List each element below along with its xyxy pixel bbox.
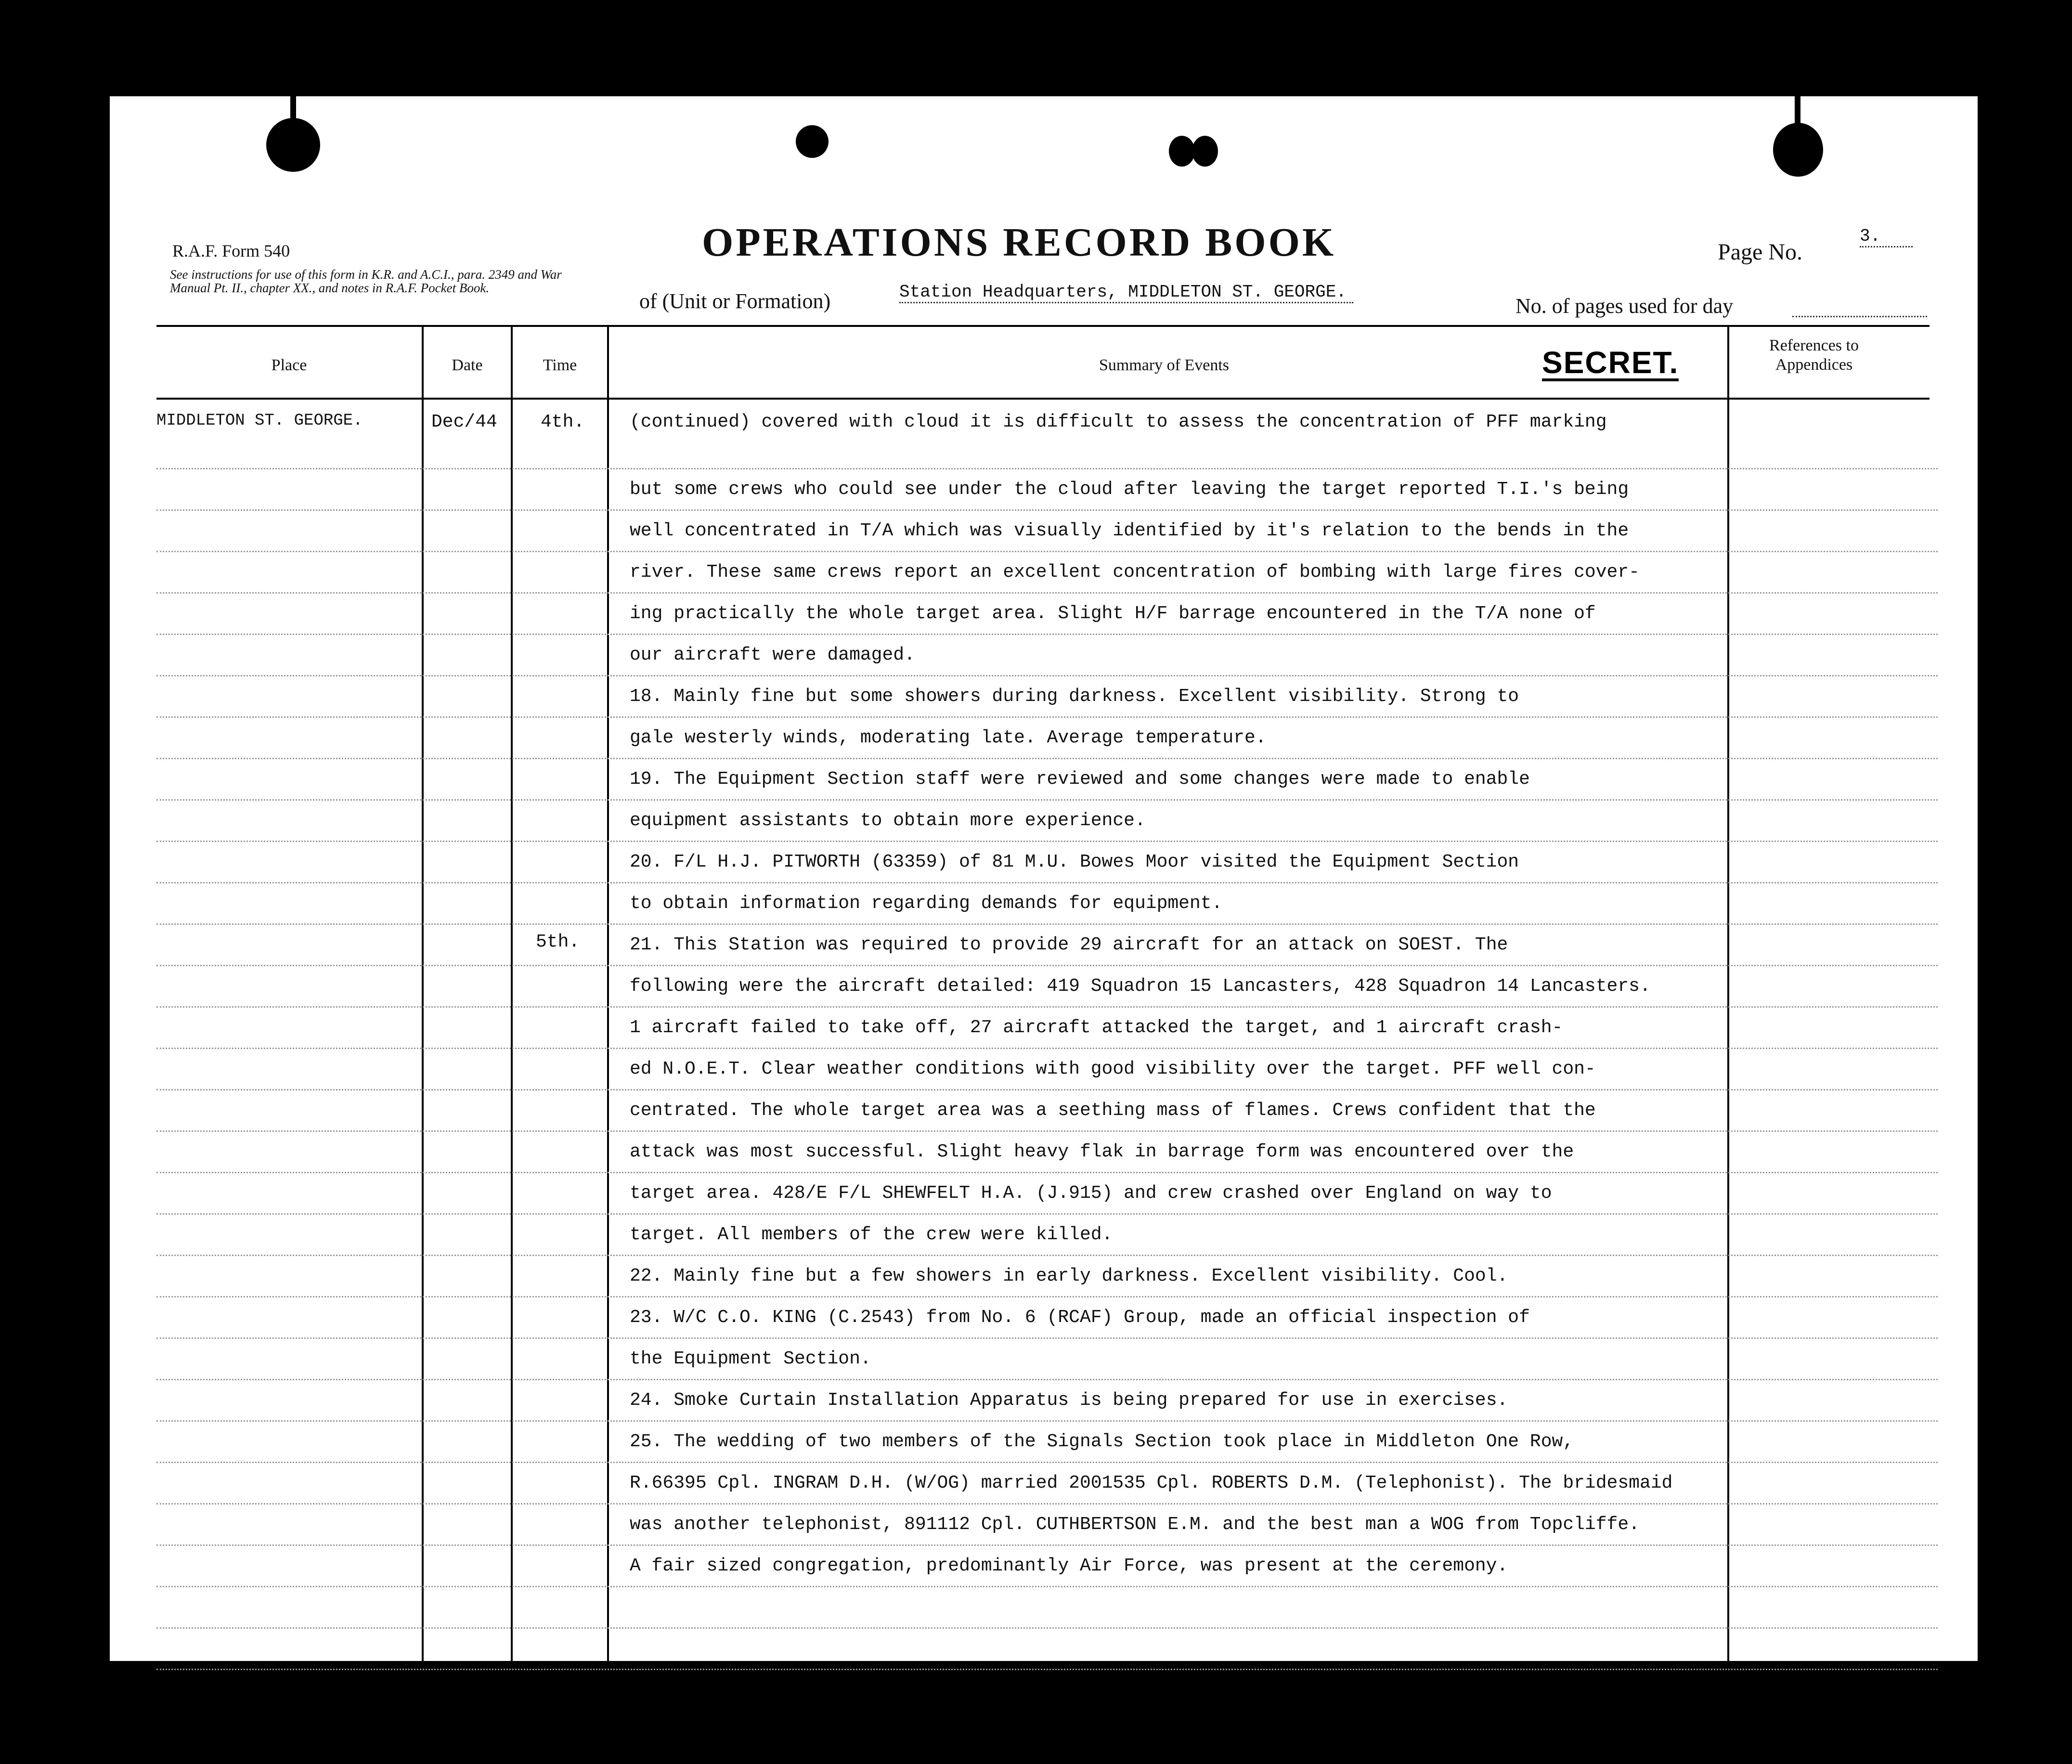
summary-line: well concentrated in T/A which was visually identified by it's relation to the bends in the	[630, 520, 1629, 541]
row-rule	[156, 592, 1938, 594]
column-header-summary: Summary of Events	[1099, 356, 1230, 374]
binder-hole-center	[796, 125, 829, 158]
binder-hole-center-3	[1192, 136, 1218, 167]
row-rule	[156, 1586, 1938, 1587]
row-rule	[156, 1006, 1938, 1008]
page-number-label: Page No.	[1718, 239, 1802, 265]
summary-line: following were the aircraft detailed: 419 Squadron 15 Lancasters, 428 Squadron 14 Lancasters.	[630, 976, 1651, 997]
column-header-time: Time	[543, 356, 577, 374]
binder-slot-right	[1795, 96, 1800, 135]
summary-line: 25. The wedding of two members of the Signals Section took place in Middleton One Row,	[630, 1431, 1574, 1452]
binder-hole-center-2	[1169, 136, 1195, 167]
summary-line: to obtain information regarding demands for equipment.	[630, 893, 1223, 914]
row-rule	[156, 468, 1938, 469]
row-rule	[156, 509, 1938, 511]
column-header-references: References to Appendices	[1769, 337, 1859, 374]
summary-line: the Equipment Section.	[630, 1349, 871, 1369]
row-rule	[156, 965, 1938, 966]
classification-stamp: SECRET.	[1542, 347, 1679, 381]
summary-line: our aircraft were damaged.	[630, 645, 915, 665]
summary-line: gale westerly winds, moderating late. Average temperature.	[630, 727, 1267, 748]
row-rule	[156, 1048, 1938, 1049]
page-number-value: 3.	[1860, 226, 1913, 247]
row-rule	[156, 799, 1938, 801]
summary-line: equipment assistants to obtain more experience.	[630, 810, 1146, 831]
summary-line: (continued) covered with cloud it is difficult to assess the concentration of PFF marking	[630, 412, 1607, 432]
row-rule	[156, 1420, 1938, 1422]
column-header-date: Date	[452, 356, 483, 374]
pages-used-label: No. of pages used for day	[1515, 294, 1734, 318]
row-rule	[156, 1503, 1938, 1505]
row-rule	[156, 923, 1938, 925]
row-rule	[156, 1089, 1938, 1090]
row-rule	[156, 1255, 1938, 1256]
row-rule	[156, 1544, 1938, 1546]
summary-line: target. All members of the crew were killed.	[630, 1224, 1113, 1245]
pages-used-value	[1792, 298, 1927, 317]
summary-line: 23. W/C C.O. KING (C.2543) from No. 6 (RCAF) Group, made an official inspection of	[630, 1307, 1530, 1328]
row-rule	[156, 1669, 1938, 1670]
summary-line: 20. F/L H.J. PITWORTH (63359) of 81 M.U. Bowes Moor visited the Equipment Section	[630, 852, 1519, 872]
row-rule	[156, 551, 1938, 552]
summary-line: 19. The Equipment Section staff were reviewed and some changes were made to enable	[630, 769, 1530, 790]
summary-line: was another telephonist, 891112 Cpl. CUTHBERTSON E.M. and the best man a WOG from Topcliffe.	[630, 1514, 1640, 1535]
summary-line: 1 aircraft failed to take off, 27 aircraft attacked the target, and 1 aircraft crash-	[630, 1017, 1563, 1038]
row-rule	[156, 1627, 1938, 1629]
row-rule	[156, 1213, 1938, 1215]
summary-line: river. These same crews report an excellent concentration of bombing with large fires cover-	[630, 562, 1640, 583]
summary-line: A fair sized congregation, predominantly Air Force, was present at the ceremony.	[630, 1556, 1508, 1576]
summary-line: target area. 428/E F/L SHEWFELT H.A. (J.915) and crew crashed over England on way to	[630, 1183, 1552, 1204]
row-rule	[156, 1379, 1938, 1380]
unit-label: of (Unit or Formation)	[639, 289, 831, 313]
summary-line: R.66395 Cpl. INGRAM D.H. (W/OG) married 2001535 Cpl. ROBERTS D.M. (Telephonist). The bridesmaid	[630, 1473, 1673, 1493]
row-rule	[156, 716, 1938, 718]
row-rule	[156, 1130, 1938, 1132]
time-value: 4th.	[541, 412, 585, 432]
form-number: R.A.F. Form 540	[172, 241, 290, 260]
row-rule	[156, 882, 1938, 883]
row-rule	[156, 634, 1938, 635]
summary-line: ed N.O.E.T. Clear weather conditions with good visibility over the target. PFF well con-	[630, 1059, 1596, 1079]
date-value: Dec/44	[431, 412, 497, 432]
unit-value: Station Headquarters, MIDDLETON ST. GEORGE.	[899, 282, 1353, 303]
page-title: OPERATIONS RECORD BOOK	[702, 220, 1336, 265]
binder-slot-left	[290, 96, 296, 130]
summary-line: but some crews who could see under the cloud after leaving the target reported T.I.'s being	[630, 479, 1629, 500]
summary-line: 18. Mainly fine but some showers during darkness. Excellent visibility. Strong to	[630, 686, 1519, 707]
row-rule	[156, 1296, 1938, 1297]
form-instructions: See instructions for use of this form in K.R. and A.C.I., para. 2349 and War Manual Pt. II., chapter XX., and notes in R.A.F. Pocket Book.	[170, 267, 562, 295]
row-rule	[156, 1462, 1938, 1463]
time-value: 5th.	[536, 932, 580, 952]
place-value: MIDDLETON ST. GEORGE.	[156, 412, 363, 430]
row-rule	[156, 1172, 1938, 1173]
summary-line: 21. This Station was required to provide 29 aircraft for an attack on SOEST. The	[630, 934, 1508, 955]
summary-line: 22. Mainly fine but a few showers in early darkness. Excellent visibility. Cool.	[630, 1266, 1508, 1286]
summary-line: centrated. The whole target area was a seething mass of flames. Crews confident that the	[630, 1100, 1596, 1121]
summary-line: ing practically the whole target area. Slight H/F barrage encountered in the T/A none of	[630, 603, 1596, 624]
summary-line: attack was most successful. Slight heavy flak in barrage form was encountered over the	[630, 1141, 1574, 1162]
row-rule	[156, 758, 1938, 759]
column-header-place: Place	[271, 356, 307, 374]
row-rule	[156, 1337, 1938, 1339]
row-rule	[156, 675, 1938, 676]
record-sheet	[110, 96, 1978, 1661]
summary-line: 24. Smoke Curtain Installation Apparatus is being prepared for use in exercises.	[630, 1390, 1508, 1411]
row-rule	[156, 841, 1938, 842]
